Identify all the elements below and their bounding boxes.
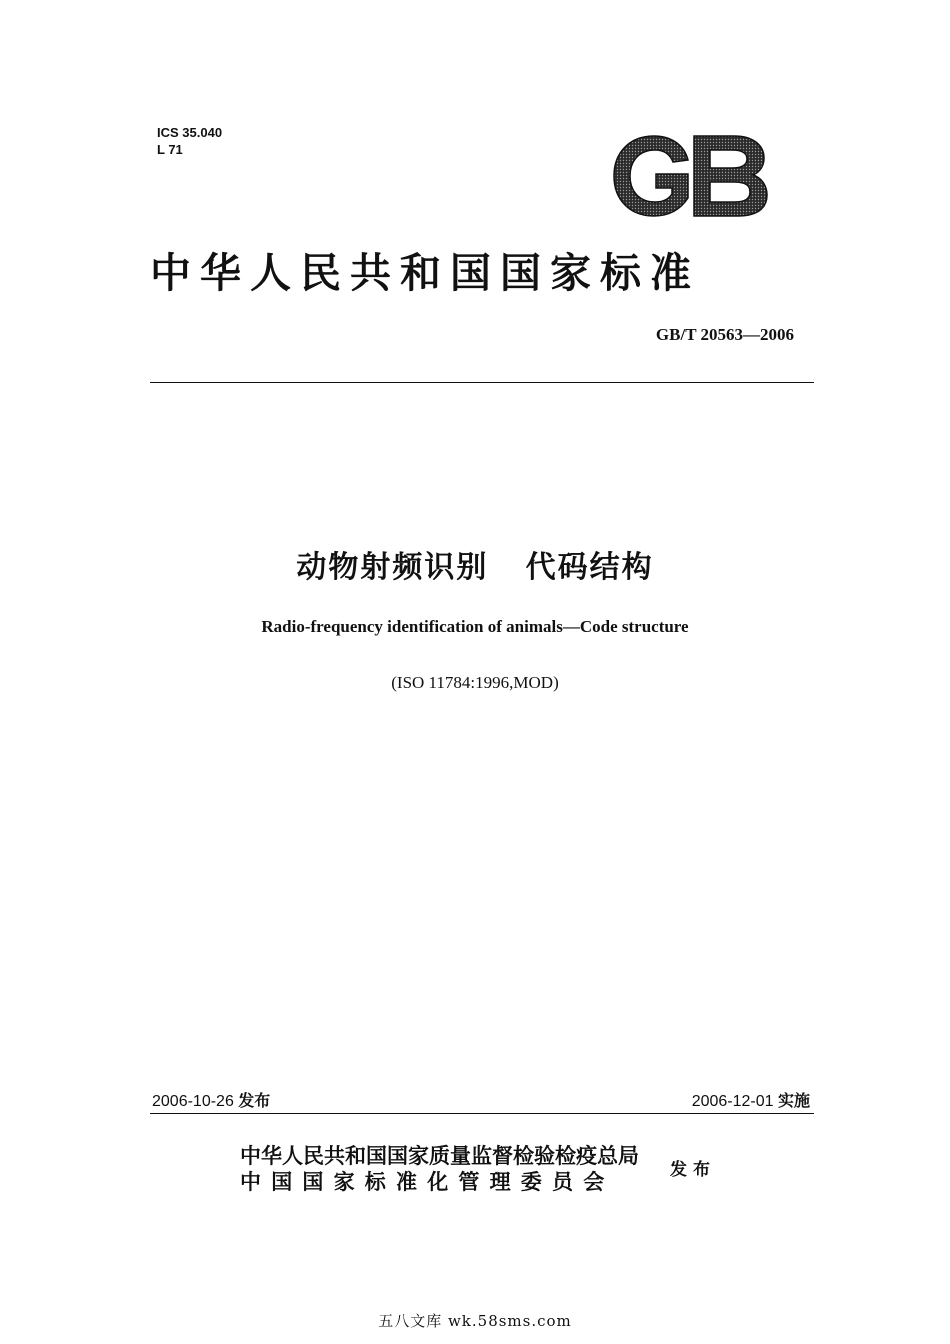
logo-letter-b <box>694 136 767 216</box>
issued-by-label: 发布 <box>670 1160 716 1180</box>
effective-date-value: 2006-12-01 <box>691 1093 774 1110</box>
logo-letter-g <box>614 136 688 216</box>
footer-divider <box>150 1113 814 1114</box>
iso-reference: (ISO 11784:1996,MOD) <box>391 673 559 692</box>
publication-date-value: 2006-10-26 <box>152 1093 234 1110</box>
issuer-aqsiq: 中华人民共和国国家质量监督检验检疫总局 <box>240 1144 639 1168</box>
chinese-title: 动物射频识别 代码结构 <box>296 550 654 585</box>
ics-code: ICS 35.040 <box>157 125 223 140</box>
site-watermark: 五八文库 wk.58sms.com <box>378 1312 572 1330</box>
publication-date-suffix: 发布 <box>238 1093 271 1110</box>
english-title: Radio-frequency identification of animals—Code structure <box>261 617 689 636</box>
effective-date <box>692 1088 810 1111</box>
issuer-sac: 中国国家标准化管理委员会 <box>240 1170 615 1194</box>
header-divider <box>150 382 814 383</box>
standard-number: GB/T 20563—2006 <box>655 325 794 344</box>
classification-codes <box>157 124 222 158</box>
effective-date-suffix: 实施 <box>777 1093 810 1110</box>
standard-category-title: 中华人民共和国国家标准 <box>150 249 700 297</box>
ccs-code: L 71 <box>157 142 183 157</box>
publication-date <box>152 1088 270 1111</box>
gb-logo <box>610 132 770 220</box>
